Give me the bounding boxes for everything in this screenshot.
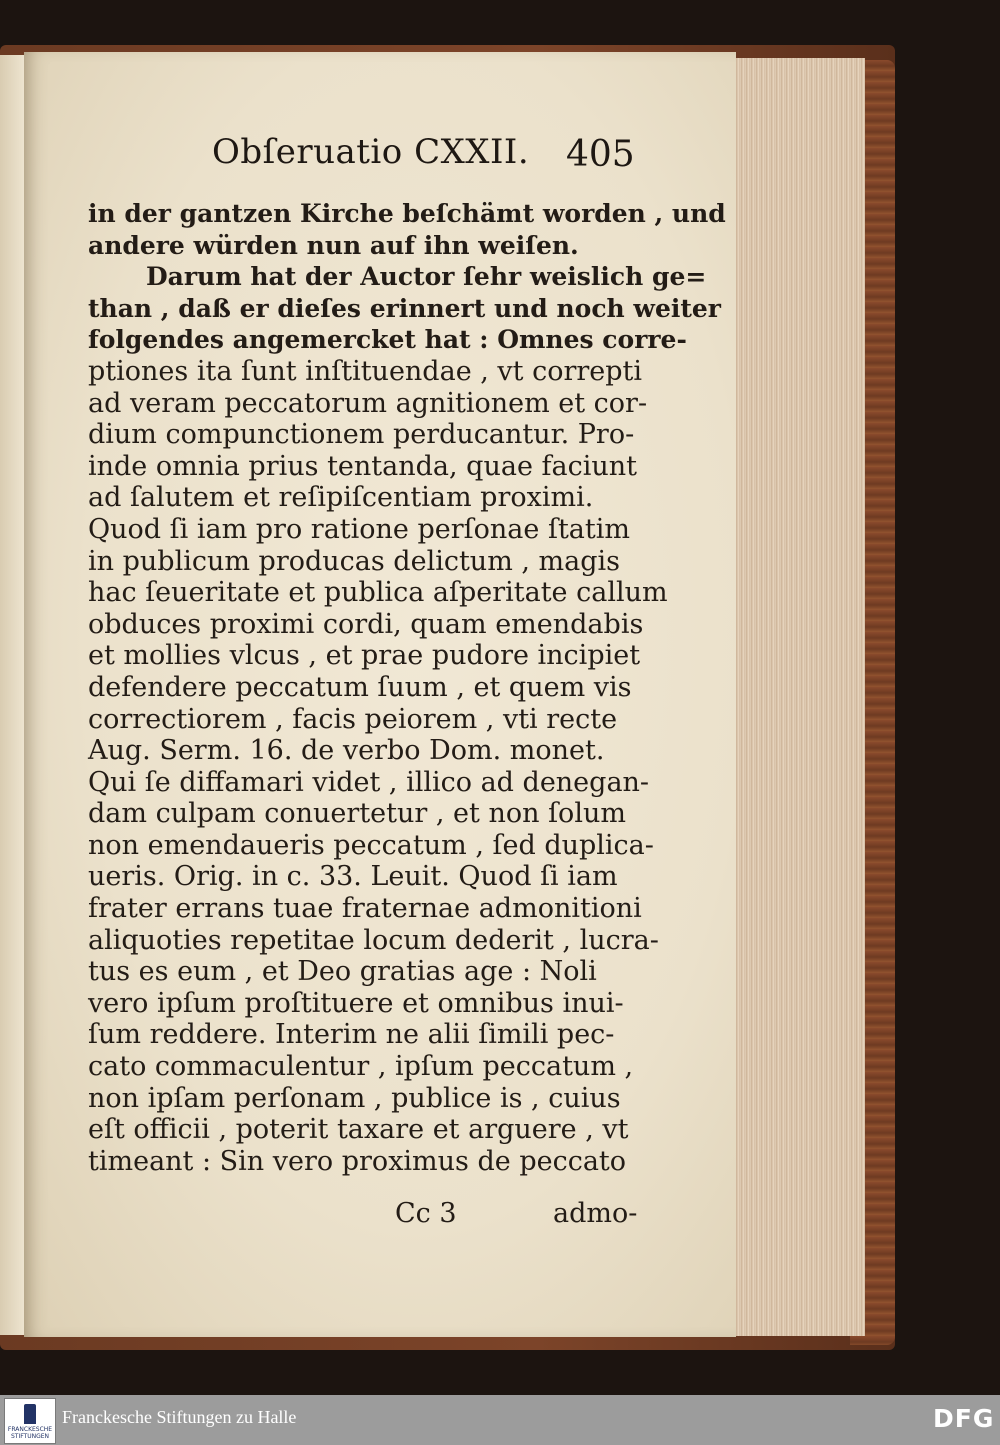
text-line: ad veram peccatorum agnitionem et cor- (88, 387, 648, 419)
dfg-logo[interactable]: DFG (933, 1404, 995, 1433)
text-line: defendere peccatum ſuum , et quem vis (88, 671, 632, 703)
text-line: cato commaculentur , ipſum peccatum , (88, 1051, 634, 1083)
text-line: andere würden nun auf ihn weiſen. (88, 230, 579, 260)
text-line: dam culpam conuertetur , et non ſolum (88, 798, 626, 830)
text-line: folgendes angemercket hat : Omnes corre- (88, 325, 687, 355)
text-line: eſt officii , poterit taxare et arguere , vt (88, 1114, 629, 1146)
text-line: in publicum producas delictum , magis (88, 545, 621, 577)
text-line: hac ſeueritate et publica aſperitate callum (88, 577, 668, 609)
page-fore-edge (733, 58, 865, 1336)
building-icon (24, 1404, 36, 1424)
text-line: frater errans tuae fraternae admonitioni (88, 893, 642, 925)
text-line: non ipſam perſonam , publice is , cuius (88, 1082, 621, 1114)
institution-logo[interactable] (4, 1398, 56, 1444)
text-line: et mollies vlcus , et prae pudore incipiet (88, 640, 641, 672)
text-line: tus es eum , et Deo gratias age : Noli (88, 956, 597, 988)
signature-mark: Cc 3 (395, 1198, 457, 1229)
text-line: Quod ſi iam pro ratione perſonae ſtatim (88, 513, 630, 545)
text-line: ad ſalutem et reſipiſcentiam proximi. (88, 482, 594, 514)
text-line: in der gantzen Kirche beſchämt worden , und (88, 199, 726, 228)
running-title: Obſeruatio CXXII. (212, 132, 530, 172)
text-line: obduces proximi cordi, quam emendabis (88, 608, 644, 640)
text-line: correctiorem , facis peiorem , vti recte (88, 703, 618, 735)
text-line: Qui ſe diffamari videt , illico ad denegan- (88, 766, 650, 798)
page-number: 405 (566, 134, 635, 175)
text-line: dium compunctionem perducantur. Pro- (88, 419, 635, 451)
page-header (0, 130, 640, 180)
text-line: non emendaueris peccatum , ſed duplica- (88, 829, 654, 861)
text-line: vero ipſum proſtituere et omnibus inui- (88, 987, 624, 1019)
text-line: Aug. Serm. 16. de verbo Dom. monet. (88, 735, 605, 767)
catchword: admo- (553, 1198, 638, 1229)
text-line: inde omnia prius tentanda, quae faciunt (88, 450, 637, 482)
logo-text: FRANCKESCHE STIFTUNGEN (7, 1426, 53, 1440)
viewer-footer (0, 1395, 1000, 1445)
text-line: ſum reddere. Interim ne alii ſimili pec- (88, 1019, 615, 1051)
text-line: aliquoties repetitae locum dederit , lucra- (88, 924, 659, 956)
text-line: than , daß er dieſes erinnert und noch weiter (88, 293, 721, 323)
page-text (88, 198, 726, 1177)
text-line: ptiones ita ſunt inſtituendae , vt correpti (88, 355, 643, 387)
text-line: ueris. Orig. in c. 33. Leuit. Quod ſi iam (88, 861, 618, 893)
text-line: timeant : Sin vero proximus de peccato (88, 1145, 627, 1177)
page-footer-line (0, 1198, 640, 1238)
institution-name[interactable]: Franckesche Stiftungen zu Halle (62, 1407, 297, 1427)
text-line: Darum hat der Auctor ſehr weislich ge= (146, 262, 707, 292)
